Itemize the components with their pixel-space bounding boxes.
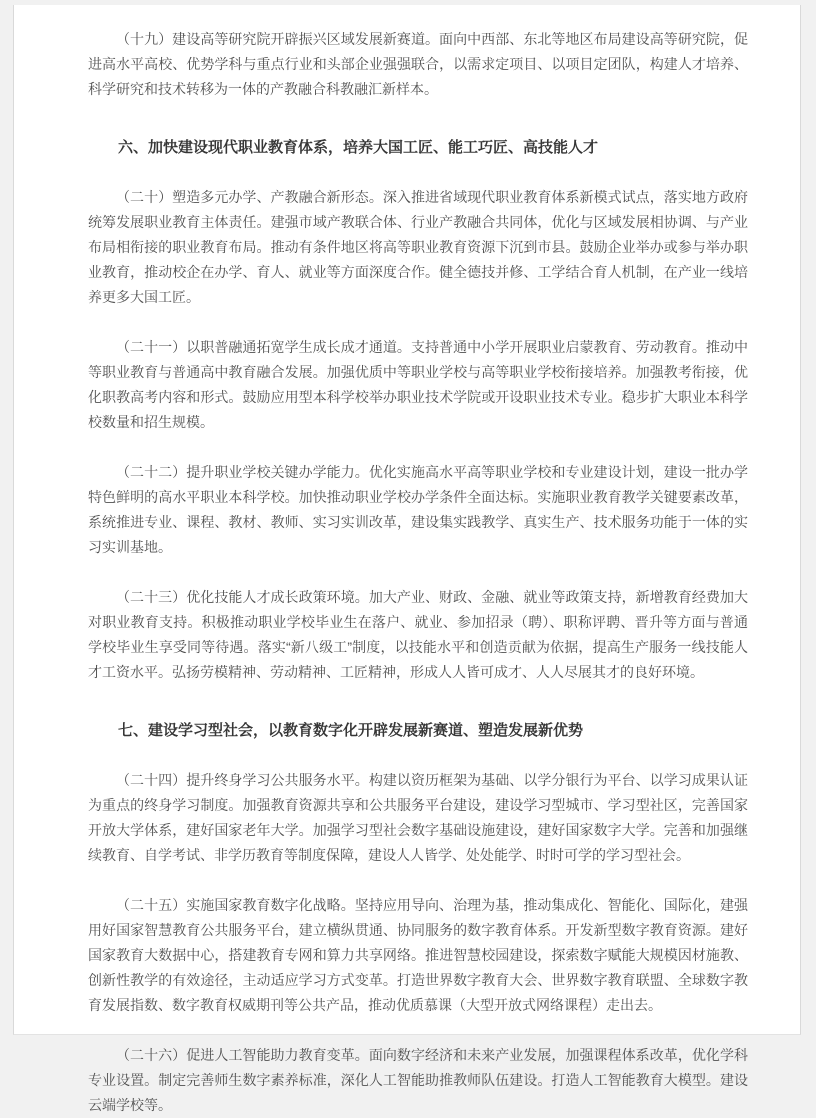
heading-section-7: 七、建设学习型社会，以教育数字化开辟发展新赛道、塑造发展新优势 xyxy=(118,722,584,739)
para-25: （二十五）实施国家教育数字化战略。坚持应用导向、治理为基，推动集成化、智能化、国际化，建强用好国家智慧教育公共服务平台，建立横纵贯通、协同服务的数字教育体系。开发新型数字教育资源。建好国家教育大数据中心，搭建教育专网和算力共享网络。推进智慧校园建设，探索数字赋能大规模因材施教、创新性教学的有效途径，主动适应学习方式变革。打造世界数字教育大会、世界数字教育联盟、全球数字教育发展指数、数字教育权威期刊等公共产品，推动优质慕课（大型开放式网络课程）走出去。 xyxy=(88,897,748,1013)
para-19: （十九）建设高等研究院开辟振兴区域发展新赛道。面向中西部、东北等地区布局建设高等研究院，促进高水平高校、优势学科与重点行业和头部企业强强联合，以需求定项目、以项目定团队，构建人才培养、科学研究和技术转移为一体的产教融合科教融汇新样本。 xyxy=(88,31,748,97)
document-page xyxy=(13,5,801,1113)
para-20: （二十）塑造多元办学、产教融合新形态。深入推进省域现代职业教育体系新模式试点，落实地方政府统筹发展职业教育主体责任。建强市域产教联合体、行业产教融合共同体，优化与区域发展相协调、与产业布局相衔接的职业教育布局。推动有条件地区将高等职业教育资源下沉到市县。鼓励企业举办或参与举办职业教育，推动校企在办学、育人、就业等方面深度合作。健全德技并修、工学结合育人机制，在产业一线培养更多大国工匠。 xyxy=(88,189,748,305)
para-23: （二十三）优化技能人才成长政策环境。加大产业、财政、金融、就业等政策支持，新增教育经费加大对职业教育支持。积极推动职业学校毕业生在落户、就业、参加招录（聘）、职称评聘、晋升等方面与普通学校毕业生享受同等待遇。落实“新八级工”制度，以技能水平和创造贡献为依据，提高生产服务一线技能人才工资水平。弘扬劳模精神、劳动精神、工匠精神，形成人人皆可成才、人人尽展其才的良好环境。 xyxy=(88,589,748,680)
para-26: （二十六）促进人工智能助力教育变革。面向数字经济和未来产业发展，加强课程体系改革，优化学科专业设置。制定完善师生数字素养标准，深化人工智能助推教师队伍建设。打造人工智能教育大模型。建设云端学校等。 xyxy=(88,1047,748,1113)
para-22: （二十二）提升职业学校关键办学能力。优化实施高水平高等职业学校和专业建设计划，建设一批办学特色鲜明的高水平职业本科学校。加快推动职业学校办学条件全面达标。实施职业教育教学关键要素改革，系统推进专业、课程、教材、教师、实习实训改革，建设集实践教学、真实生产、技术服务功能于一体的实习实训基地。 xyxy=(88,464,748,555)
para-24: （二十四）提升终身学习公共服务水平。构建以资历框架为基础、以学分银行为平台、以学习成果认证为重点的终身学习制度。加强教育资源共享和公共服务平台建设，建设学习型城市、学习型社区，完善国家开放大学体系，建好国家老年大学。加强学习型社会数字基础设施建设，建好国家数字大学。完善和加强继续教育、自学考试、非学历教育等制度保障，建设人人皆学、处处能学、时时可学的学习型社会。 xyxy=(88,772,748,863)
document-body xyxy=(14,27,748,1118)
heading-section-6: 六、加快建设现代职业教育体系，培养大国工匠、能工巧匠、高技能人才 xyxy=(118,139,599,156)
para-21: （二十一）以职普融通拓宽学生成长成才通道。支持普通中小学开展职业启蒙教育、劳动教育。推动中等职业教育与普通高中教育融合发展。加强优质中等职业学校与高等职业学校衔接培养。加强教考衔接，优化职教高考内容和形式。鼓励应用型本科学校举办职业技术学院或开设职业技术专业。稳步扩大职业本科学校数量和招生规模。 xyxy=(88,339,748,430)
